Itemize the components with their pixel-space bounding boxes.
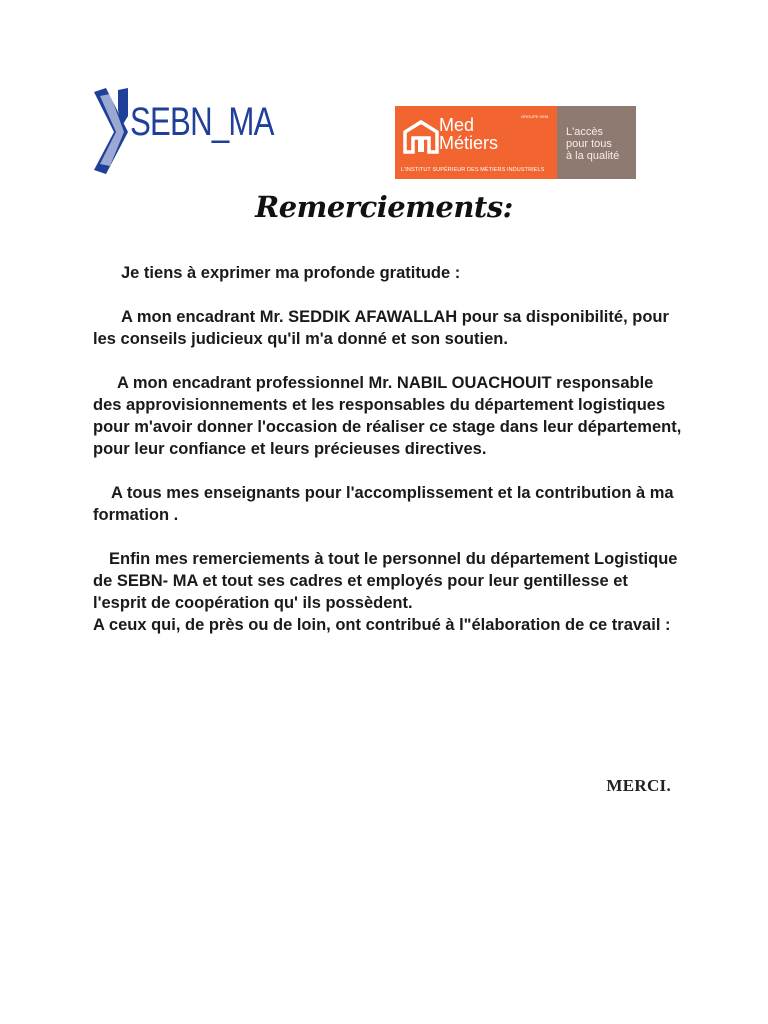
- closing-thanks: MERCI.: [606, 776, 671, 795]
- sebn-logo: [92, 86, 274, 176]
- med-tagline-line3: à la qualité: [566, 150, 620, 162]
- med-subtitle: L'INSTITUT SUPÉRIEUR DES MÉTIERS INDUSTRIELS: [401, 167, 545, 173]
- med-metiers-logo: [395, 106, 636, 179]
- med-logo-orange-panel: [395, 106, 557, 179]
- page-title: Remerciements:: [255, 190, 513, 224]
- sebn-logo-text: SEBN_MA: [130, 100, 274, 144]
- med-tagline-line2: pour tous: [566, 138, 612, 150]
- acknowledgements-body: [93, 262, 683, 636]
- med-name-line2: Métiers: [439, 133, 499, 153]
- paragraph-supervisor: A mon encadrant Mr. SEDDIK AFAWALLAH pour sa disponibilité, pour les conseils judicieux qu'il m'a donné et son soutien.: [93, 308, 669, 348]
- med-tagline: [566, 126, 619, 162]
- paragraph-teachers: A tous mes enseignants pour l'accomplissement et la contribution à ma formation .: [93, 484, 674, 524]
- med-name-line1: Med: [439, 115, 475, 135]
- med-brand-name: [439, 116, 498, 152]
- med-tagline-line1: L'accès: [566, 126, 603, 138]
- med-logo-tagline-panel: [557, 106, 636, 179]
- paragraph-others: A ceux qui, de près ou de loin, ont contribué à l"élaboration de ce travail :: [93, 616, 671, 634]
- sebn-emblem-icon: [92, 86, 132, 176]
- med-group-label: GROUPE HEM: [521, 114, 549, 119]
- paragraph-professional-supervisor: A mon encadrant professionnel Mr. NABIL OUACHOUIT responsable des approvisionnements et les responsables du département logistiques pour m'avoir donner l'occasion de réaliser ce stage dans leur département, pour leur confiance et leurs précieuses directives.: [93, 374, 682, 458]
- med-building-icon: [401, 116, 441, 156]
- paragraph-staff: Enfin mes remerciements à tout le personnel du département Logistique de SEBN- MA et tout ses cadres et employés pour leur gentillesse et l'esprit de coopération qu' ils possèdent.: [93, 550, 678, 612]
- paragraph-intro: Je tiens à exprimer ma profonde gratitude :: [121, 264, 461, 282]
